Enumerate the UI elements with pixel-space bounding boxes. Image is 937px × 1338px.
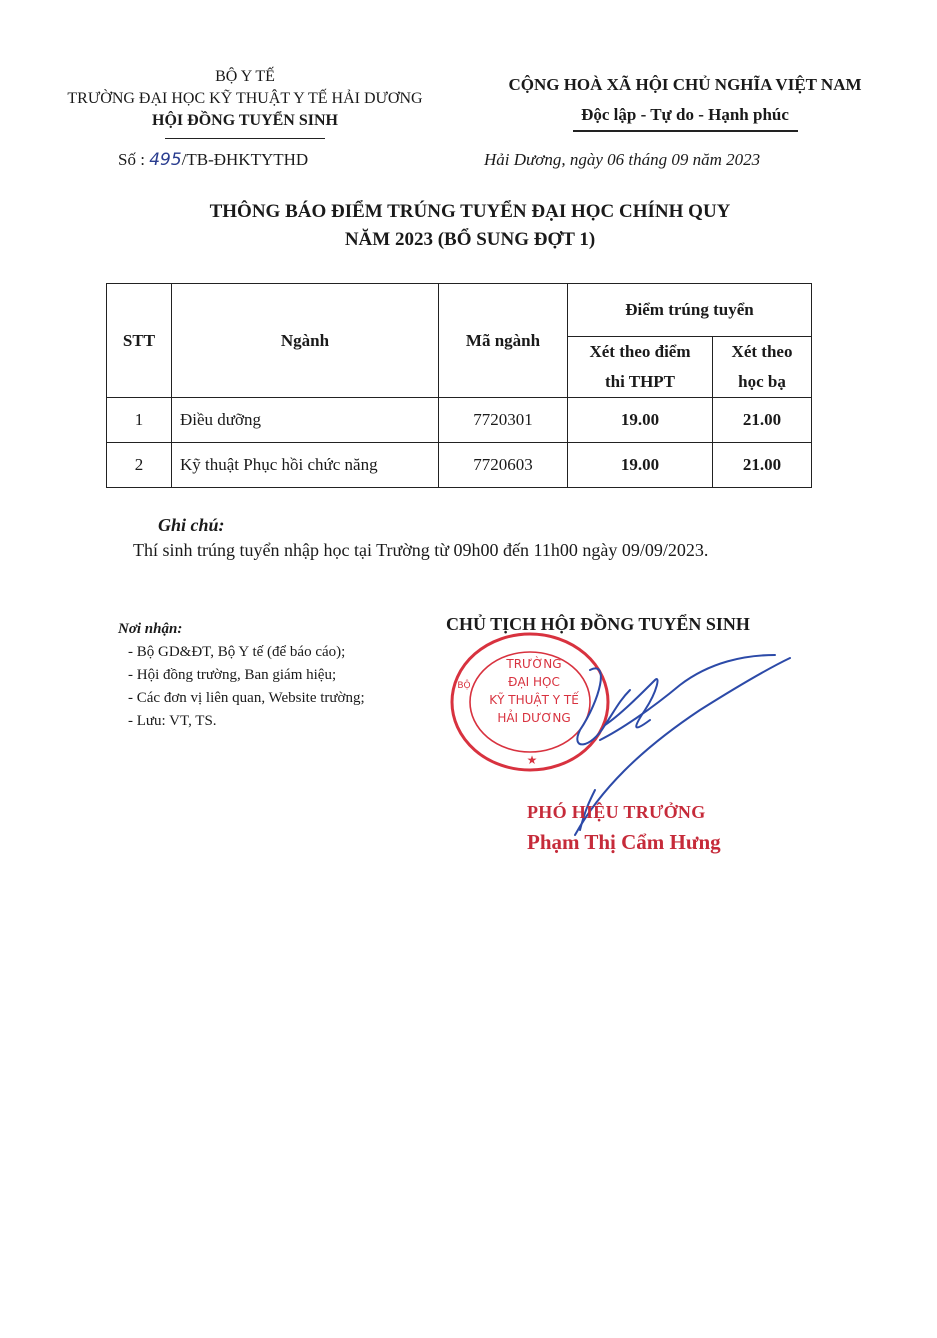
school-name: TRƯỜNG ĐẠI HỌC KỸ THUẬT Y TẾ HẢI DƯƠNG — [67, 90, 423, 107]
header-right-divider — [573, 130, 798, 132]
table-header-row — [107, 284, 812, 337]
admission-score-table — [106, 283, 812, 488]
header-right — [485, 70, 885, 132]
stamp-line3: KỸ THUẬT Y TẾ — [489, 693, 579, 707]
row-stt: 2 — [107, 443, 172, 488]
national-motto: Độc lập - Tự do - Hạnh phúc — [581, 105, 789, 124]
header-transcript-score — [713, 337, 812, 398]
document-number — [118, 150, 308, 170]
header-transcript-line2: học bạ — [738, 372, 786, 391]
row-transcript-score: 21.00 — [713, 443, 812, 488]
document-title-line1: THÔNG BÁO ĐIỂM TRÚNG TUYỂN ĐẠI HỌC CHÍNH QUY — [209, 201, 731, 222]
signature-title: CHỦ TỊCH HỘI ĐỒNG TUYỂN SINH — [446, 614, 750, 634]
document-number-handwritten: 495 — [149, 150, 182, 170]
recipient-item: - Lưu: VT, TS. — [128, 713, 217, 729]
row-major: Điều dưỡng — [172, 398, 439, 443]
country-name: CỘNG HOÀ XÃ HỘI CHỦ NGHĨA VIỆT NAM — [508, 75, 862, 94]
note-title: Ghi chú: — [158, 515, 225, 535]
stamp-line2: ĐẠI HỌC — [508, 675, 560, 689]
stamp-line1: TRƯỜNG — [506, 657, 562, 671]
document-title — [60, 198, 880, 254]
row-thpt-score: 19.00 — [568, 398, 713, 443]
note-text: Thí sinh trúng tuyển nhập học tại Trường từ 09h00 đến 11h00 ngày 09/09/2023. — [133, 540, 709, 560]
header-thpt-score — [568, 337, 713, 398]
ministry-name: BỘ Y TẾ — [215, 68, 275, 85]
recipient-item: - Hội đồng trường, Ban giám hiệu; — [128, 667, 337, 683]
header-left — [40, 66, 450, 139]
stamp-star-icon: ★ — [526, 753, 538, 767]
recipient-item: - Các đơn vị liên quan, Website trường; — [128, 690, 365, 706]
header-left-divider — [165, 138, 325, 139]
recipient-item: - Bộ GD&ĐT, Bộ Y tế (để báo cáo); — [128, 644, 346, 660]
document-number-prefix: Số : — [118, 150, 150, 169]
document-title-line2: NĂM 2023 (BỔ SUNG ĐỢT 1) — [344, 229, 596, 250]
signer-name: Phạm Thị Cẩm Hưng — [527, 830, 721, 854]
header-thpt-line2: thi THPT — [604, 372, 676, 391]
stamp-side-text: BỘ — [457, 681, 471, 691]
header-transcript-line1: Xét theo — [731, 342, 793, 361]
header-stt: STT — [107, 284, 172, 398]
row-transcript-score: 21.00 — [713, 398, 812, 443]
row-major-code: 7720603 — [439, 443, 568, 488]
recipients-title: Nơi nhận: — [118, 621, 183, 637]
header-major-code: Mã ngành — [439, 284, 568, 398]
row-thpt-score: 19.00 — [568, 443, 713, 488]
row-stt: 1 — [107, 398, 172, 443]
row-major-code: 7720301 — [439, 398, 568, 443]
document-number-suffix: /TB-ĐHKTYTHD — [181, 150, 309, 169]
header-thpt-line1: Xét theo điểm — [589, 342, 691, 361]
signer-position: PHÓ HIỆU TRƯỞNG — [527, 802, 706, 822]
header-major: Ngành — [172, 284, 439, 398]
council-name: HỘI ĐỒNG TUYỂN SINH — [152, 112, 338, 129]
recipients-block — [118, 618, 365, 733]
row-major: Kỹ thuật Phục hồi chức năng — [172, 443, 439, 488]
header-score-group: Điểm trúng tuyển — [568, 284, 812, 337]
document-date: Hải Dương, ngày 06 tháng 09 năm 2023 — [484, 150, 761, 169]
table-row — [107, 443, 812, 488]
table-row — [107, 398, 812, 443]
stamp-line4: HẢI DƯƠNG — [497, 711, 571, 725]
